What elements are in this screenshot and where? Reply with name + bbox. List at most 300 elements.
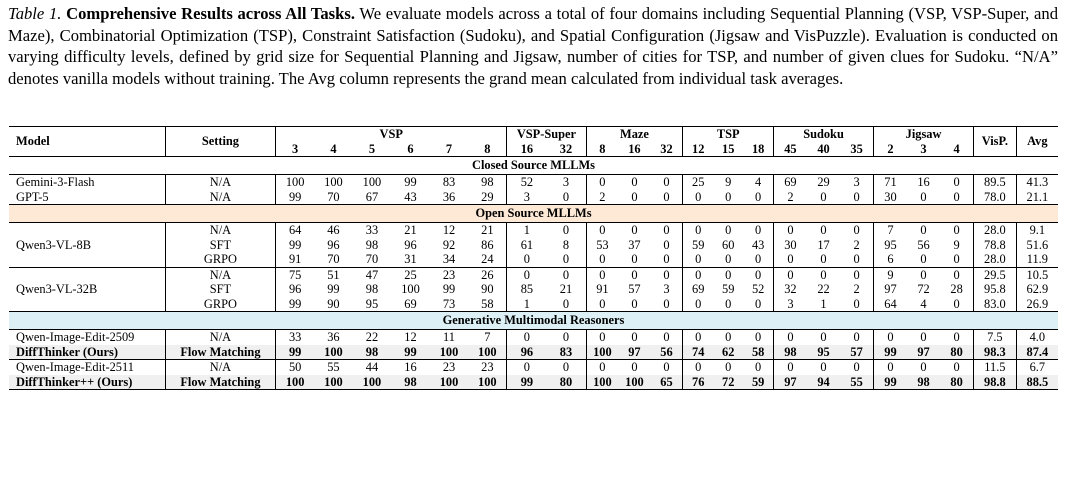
value-cell: 0 — [807, 223, 840, 238]
value-cell: 0 — [618, 175, 650, 190]
table-row-diffpp — [9, 375, 1058, 390]
value-cell: 10.5 — [1016, 267, 1058, 282]
model-name: DiffThinker++ (Ours) — [9, 375, 165, 390]
value-cell: 25 — [683, 175, 713, 190]
value-cell: 12 — [430, 223, 469, 238]
value-cell: 0 — [546, 267, 586, 282]
header-level-maze-0: 8 — [586, 142, 618, 157]
value-cell: 55 — [840, 375, 873, 390]
value-cell: 0 — [586, 267, 618, 282]
value-cell: 0 — [940, 175, 973, 190]
value-cell: 100 — [468, 375, 507, 390]
value-cell: 83 — [430, 175, 469, 190]
header-level-vsp-2: 5 — [353, 142, 392, 157]
value-cell: 31 — [404, 252, 417, 266]
table-row-q32_sft — [9, 282, 1058, 297]
header-level-tsp-1: 15 — [713, 142, 743, 157]
value-cell: 9 — [953, 237, 960, 252]
value-cell: 44 — [353, 360, 392, 375]
value-cell: 0 — [683, 297, 713, 312]
value-cell: 9 — [874, 267, 907, 282]
setting-cell: SFT — [165, 238, 275, 253]
value-cell: 33 — [276, 330, 315, 345]
value-cell: 80 — [940, 375, 973, 390]
value-cell: 30 — [874, 190, 907, 205]
value-cell: 74 — [683, 345, 713, 360]
table-row-gemini — [9, 175, 1058, 190]
header-level-vsp-0: 3 — [276, 142, 315, 157]
value-cell: 4 — [743, 175, 773, 190]
value-cell: 99 — [442, 282, 456, 296]
value-cell: 0 — [755, 296, 762, 311]
value-cell: 43 — [404, 189, 417, 204]
value-cell: 0 — [631, 252, 638, 266]
value-cell: 0 — [840, 360, 873, 375]
value-cell: 65 — [651, 375, 683, 390]
value-cell: 3 — [507, 190, 547, 205]
value-cell: 0 — [920, 189, 927, 204]
value-cell: 0 — [874, 360, 907, 375]
value-cell: 30 — [774, 238, 807, 253]
value-cell: 89.5 — [974, 175, 1017, 190]
value-cell: 0 — [507, 330, 547, 345]
value-cell: 98 — [365, 237, 379, 252]
value-cell: 0 — [651, 267, 683, 282]
value-cell: 22 — [353, 330, 392, 345]
value-cell: 98 — [391, 375, 430, 390]
value-cell: 0 — [713, 267, 743, 282]
value-cell: 0 — [713, 360, 743, 375]
value-cell: 0 — [840, 267, 873, 282]
value-cell: 0 — [953, 189, 960, 204]
setting-cell: GRPO — [165, 252, 275, 267]
value-cell: 100 — [276, 375, 315, 390]
table-row-gpt5 — [9, 190, 1058, 205]
value-cell: 3 — [663, 282, 670, 296]
header-group-sudoku: Sudoku — [774, 127, 874, 142]
value-cell: 0 — [820, 189, 827, 204]
value-cell: 92 — [442, 237, 456, 252]
model-name: GPT-5 — [16, 189, 49, 204]
value-cell: 0 — [940, 330, 973, 345]
value-cell: 100 — [586, 375, 618, 390]
value-cell: 43 — [751, 237, 765, 252]
value-cell: 97 — [618, 345, 650, 360]
header-level-jigsaw-2: 4 — [940, 142, 973, 157]
value-cell: 0 — [586, 175, 618, 190]
value-cell: 99 — [874, 375, 907, 390]
value-cell: 11.9 — [1016, 252, 1058, 267]
model-name: Qwen-Image-Edit-2509 — [9, 330, 165, 345]
value-cell: 28.0 — [974, 252, 1017, 267]
value-cell: 58 — [481, 296, 494, 311]
value-cell: 0 — [683, 330, 713, 345]
header-level-sudoku-0: 45 — [774, 142, 807, 157]
value-cell: 99 — [276, 190, 315, 205]
value-cell: 0 — [874, 330, 907, 345]
value-cell: 28 — [950, 282, 963, 296]
section-label-generative: Generative Multimodal Reasoners — [9, 312, 1058, 330]
value-cell: 17 — [817, 237, 830, 252]
header-level-vsp-5: 8 — [468, 142, 507, 157]
value-cell: 0 — [807, 330, 840, 345]
value-cell: 16 — [391, 360, 430, 375]
table-row-q8_grpo — [9, 252, 1058, 267]
value-cell: 3 — [840, 175, 873, 190]
value-cell: 96 — [404, 237, 417, 252]
value-cell: 50 — [276, 360, 315, 375]
value-cell: 99 — [276, 297, 315, 312]
value-cell: 29 — [807, 175, 840, 190]
value-cell: 98.3 — [974, 345, 1017, 360]
value-cell: 60 — [722, 237, 735, 252]
value-cell: 95 — [365, 296, 379, 311]
section-label-closed: Closed Source MLLMs — [9, 157, 1058, 175]
value-cell: 100 — [618, 375, 650, 390]
value-cell: 99 — [276, 238, 315, 253]
value-cell: 70 — [327, 252, 340, 266]
value-cell: 80 — [940, 345, 973, 360]
value-cell: 0 — [586, 330, 618, 345]
value-cell: 72 — [713, 375, 743, 390]
section-row-closed — [9, 157, 1058, 175]
value-cell: 21 — [559, 282, 573, 296]
value-cell: 100 — [468, 345, 507, 360]
header-group-jigsaw: Jigsaw — [874, 127, 974, 142]
value-cell: 100 — [430, 375, 469, 390]
value-cell: 7 — [468, 330, 507, 345]
header-model: Model — [9, 127, 165, 157]
value-cell: 95 — [807, 345, 840, 360]
value-cell: 16 — [907, 175, 940, 190]
value-cell: 9 — [713, 175, 743, 190]
value-cell: 0 — [953, 252, 960, 266]
value-cell: 0 — [853, 296, 860, 311]
model-name — [9, 223, 165, 238]
setting-cell: N/A — [165, 190, 275, 205]
value-cell: 52 — [507, 175, 547, 190]
value-cell: 3 — [774, 297, 807, 312]
value-cell: 2 — [586, 190, 618, 205]
value-cell: 91 — [276, 252, 315, 267]
value-cell: 3 — [546, 175, 586, 190]
value-cell: 58 — [743, 345, 773, 360]
table-row-qie2509 — [9, 330, 1058, 345]
section-label-open: Open Source MLLMs — [9, 205, 1058, 223]
model-name: Gemini-3-Flash — [9, 175, 165, 190]
setting-cell: GRPO — [165, 297, 275, 312]
value-cell: 0 — [631, 296, 638, 311]
value-cell: 6 — [874, 252, 907, 267]
value-cell: 100 — [353, 375, 392, 390]
value-cell: 97 — [907, 345, 940, 360]
value-cell: 0 — [755, 189, 762, 204]
value-cell: 2 — [774, 190, 807, 205]
value-cell: 0 — [774, 267, 807, 282]
value-cell: 37 — [628, 237, 641, 252]
value-cell: 64 — [874, 297, 907, 312]
header-level-vsp-4: 7 — [430, 142, 469, 157]
value-cell: 72 — [917, 282, 930, 296]
value-cell: 67 — [365, 189, 379, 204]
value-cell: 26 — [468, 267, 507, 282]
value-cell: 32 — [774, 282, 807, 297]
setting-cell: N/A — [165, 360, 275, 375]
value-cell: 29 — [481, 189, 494, 204]
header-level-vsp-super-0: 16 — [507, 142, 547, 157]
value-cell: 1 — [820, 296, 827, 311]
table-title: Comprehensive Results across All Tasks. — [66, 4, 355, 23]
model-name — [9, 267, 165, 282]
value-cell: 0 — [743, 267, 773, 282]
value-cell: 96 — [327, 237, 340, 252]
value-cell: 85 — [507, 282, 547, 297]
header-level-jigsaw-1: 3 — [907, 142, 940, 157]
value-cell: 95.8 — [974, 282, 1017, 297]
table-row-q32_grpo — [9, 297, 1058, 312]
value-cell: 0 — [743, 360, 773, 375]
value-cell: 23 — [430, 360, 469, 375]
value-cell: 36 — [314, 330, 353, 345]
header-level-jigsaw-0: 2 — [874, 142, 907, 157]
header-group-tsp: TSP — [683, 127, 774, 142]
value-cell: 53 — [586, 238, 618, 253]
value-cell: 57 — [840, 345, 873, 360]
table-row-q32_na — [9, 267, 1058, 282]
value-cell: 59 — [722, 282, 735, 296]
value-cell: 56 — [651, 345, 683, 360]
section-row-generative — [9, 312, 1058, 330]
value-cell: 0 — [820, 252, 827, 266]
value-cell: 0 — [618, 223, 650, 238]
value-cell: 0 — [853, 189, 860, 204]
value-cell: 100 — [314, 175, 353, 190]
value-cell: 0 — [631, 189, 638, 204]
value-cell: 78.0 — [974, 190, 1017, 205]
model-name: Qwen3-VL-32B — [16, 282, 98, 296]
value-cell: 57 — [628, 282, 641, 296]
value-cell: 95 — [874, 238, 907, 253]
value-cell: 0 — [683, 190, 713, 205]
value-cell: 0 — [546, 223, 586, 238]
value-cell: 0 — [807, 267, 840, 282]
value-cell: 0 — [725, 252, 732, 266]
value-cell: 69 — [404, 296, 417, 311]
value-cell: 100 — [401, 282, 420, 296]
value-cell: 96 — [507, 345, 547, 360]
value-cell: 0 — [562, 252, 570, 266]
value-cell: 0 — [618, 330, 650, 345]
value-cell: 7.5 — [974, 330, 1017, 345]
value-cell: 22 — [817, 282, 830, 296]
value-cell: 0 — [663, 237, 670, 252]
value-cell: 0 — [840, 330, 873, 345]
value-cell: 69 — [774, 175, 807, 190]
value-cell: 0 — [755, 252, 762, 266]
value-cell: 6.7 — [1016, 360, 1058, 375]
model-name: DiffThinker (Ours) — [9, 345, 165, 360]
model-name — [9, 252, 165, 267]
value-cell: 0 — [683, 360, 713, 375]
value-cell: 0 — [683, 267, 713, 282]
value-cell: 100 — [430, 345, 469, 360]
results-table — [9, 126, 1058, 390]
value-cell: 80 — [546, 375, 586, 390]
setting-cell: Flow Matching — [165, 375, 275, 390]
header-level-tsp-2: 18 — [743, 142, 773, 157]
value-cell: 99 — [507, 375, 547, 390]
value-cell: 98.8 — [974, 375, 1017, 390]
value-cell: 0 — [546, 330, 586, 345]
value-cell: 51 — [314, 267, 353, 282]
value-cell: 64 — [276, 223, 315, 238]
value-cell: 0 — [953, 296, 960, 311]
value-cell: 73 — [442, 296, 456, 311]
value-cell: 24 — [481, 252, 494, 266]
value-cell: 99 — [391, 175, 430, 190]
value-cell: 2 — [853, 282, 860, 296]
value-cell: 7 — [874, 223, 907, 238]
value-cell: 0 — [618, 267, 650, 282]
value-cell: 0 — [683, 223, 713, 238]
header-level-vsp-1: 4 — [314, 142, 353, 157]
value-cell: 36 — [442, 189, 456, 204]
header-setting: Setting — [165, 127, 275, 157]
model-name: Qwen3-VL-8B — [16, 237, 92, 252]
value-cell: 34 — [442, 252, 456, 266]
header-level-maze-2: 32 — [651, 142, 683, 157]
value-cell: 62.9 — [1016, 282, 1058, 297]
table-row-qie2511 — [9, 360, 1058, 375]
value-cell: 29.5 — [974, 267, 1017, 282]
value-cell: 0 — [940, 267, 973, 282]
header-group-vsp-super: VSP-Super — [507, 127, 586, 142]
value-cell: 4.0 — [1016, 330, 1058, 345]
value-cell: 0 — [683, 252, 713, 267]
value-cell: 21 — [468, 223, 507, 238]
value-cell: 23 — [468, 360, 507, 375]
header-group-vsp: VSP — [276, 127, 507, 142]
value-cell: 96 — [276, 282, 315, 297]
value-cell: 2 — [853, 237, 860, 252]
value-cell: 75 — [276, 267, 315, 282]
value-cell: 59 — [683, 238, 713, 253]
value-cell: 0 — [586, 297, 618, 312]
value-cell: 76 — [683, 375, 713, 390]
value-cell: 46 — [314, 223, 353, 238]
value-cell: 0 — [507, 252, 547, 267]
table-caption — [8, 3, 1058, 89]
value-cell: 23 — [430, 267, 469, 282]
header-level-sudoku-1: 40 — [807, 142, 840, 157]
header-avg: Avg — [1016, 127, 1058, 157]
value-cell: 0 — [663, 296, 670, 311]
value-cell: 70 — [327, 189, 340, 204]
value-cell: 100 — [314, 375, 353, 390]
value-cell: 83.0 — [974, 297, 1017, 312]
value-cell: 0 — [807, 360, 840, 375]
value-cell: 99 — [874, 345, 907, 360]
value-cell: 90 — [327, 296, 340, 311]
value-cell: 87.4 — [1016, 345, 1058, 360]
value-cell: 47 — [353, 267, 392, 282]
table-label: Table 1. — [8, 4, 62, 23]
value-cell: 0 — [940, 223, 973, 238]
value-cell: 0 — [546, 360, 586, 375]
value-cell: 0 — [774, 223, 807, 238]
value-cell: 78.8 — [974, 238, 1017, 253]
value-cell: 98 — [774, 345, 807, 360]
header-level-vsp-super-1: 32 — [546, 142, 586, 157]
value-cell: 0 — [725, 189, 732, 204]
value-cell: 100 — [276, 175, 315, 190]
value-cell: 0 — [651, 223, 683, 238]
value-cell: 0 — [713, 223, 743, 238]
header-level-maze-1: 16 — [618, 142, 650, 157]
value-cell: 97 — [874, 282, 907, 297]
value-cell: 0 — [663, 252, 670, 266]
value-cell: 28.0 — [974, 223, 1017, 238]
value-cell: 4 — [920, 296, 927, 311]
value-cell: 0 — [651, 330, 683, 345]
value-cell: 0 — [586, 223, 618, 238]
setting-cell: N/A — [165, 330, 275, 345]
value-cell: 94 — [807, 375, 840, 390]
value-cell: 1 — [507, 223, 547, 238]
value-cell: 1 — [507, 297, 547, 312]
value-cell: 86 — [481, 237, 494, 252]
value-cell: 41.3 — [1016, 175, 1058, 190]
value-cell: 0 — [651, 360, 683, 375]
setting-cell: N/A — [165, 267, 275, 282]
value-cell: 0 — [907, 360, 940, 375]
value-cell: 0 — [774, 330, 807, 345]
value-cell: 0 — [774, 360, 807, 375]
value-cell: 90 — [481, 282, 494, 296]
value-cell: 62 — [713, 345, 743, 360]
value-cell: 0 — [586, 252, 618, 267]
value-cell: 91 — [586, 282, 618, 297]
value-cell: 0 — [907, 223, 940, 238]
value-cell: 0 — [507, 267, 547, 282]
value-cell: 12 — [391, 330, 430, 345]
setting-cell: N/A — [165, 175, 275, 190]
value-cell: 56 — [917, 237, 930, 252]
value-cell: 55 — [314, 360, 353, 375]
setting-cell: N/A — [165, 223, 275, 238]
value-cell: 98 — [353, 345, 392, 360]
header-group-maze: Maze — [586, 127, 683, 142]
value-cell: 33 — [353, 223, 392, 238]
value-cell: 8 — [562, 237, 570, 252]
value-cell: 0 — [562, 296, 570, 311]
value-cell: 0 — [725, 296, 732, 311]
value-cell: 26.9 — [1016, 297, 1058, 312]
header-level-sudoku-2: 35 — [840, 142, 873, 157]
value-cell: 11 — [430, 330, 469, 345]
caption-text: We evaluate models across a total of four domains including Sequential Planning (VSP, VSP-Super, and Maze), Combinatorial Optimization (TSP), Constraint Satisfaction (Sudoku), and Spatial Configuration (Jigsaw and VisPuzzle). Evaluation is conducted on varying difficulty levels, defined by grid size for Sequential Planning and Jigsaw, number of cities for TSP, and number of given clues for Sudoku. “N/A” denotes vanilla models without training. The Avg column represents the grand mean calculated from individual task averages. — [8, 4, 1058, 88]
value-cell: 61 — [507, 238, 547, 253]
value-cell: 88.5 — [1016, 375, 1058, 390]
value-cell: 0 — [853, 252, 860, 266]
value-cell: 99 — [276, 345, 315, 360]
table-row-diff — [9, 345, 1058, 360]
value-cell: 21 — [391, 223, 430, 238]
value-cell: 0 — [663, 189, 670, 204]
value-cell: 98 — [468, 175, 507, 190]
value-cell: 25 — [391, 267, 430, 282]
value-cell: 52 — [751, 282, 765, 296]
